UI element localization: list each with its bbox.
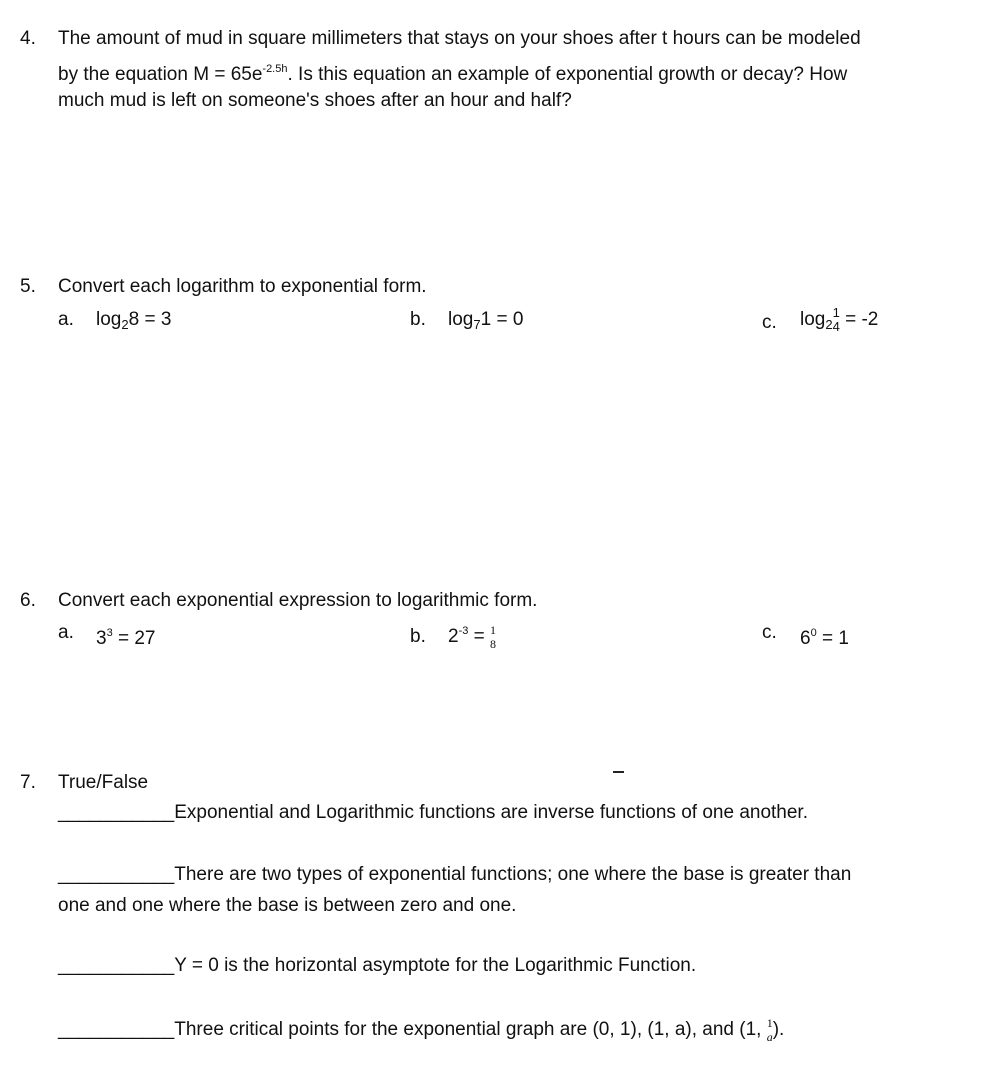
q6a-expression [96, 622, 156, 650]
q7-statement-2-cont: one and one where the base is between zero and one. [58, 895, 517, 916]
q4-number: 4. [20, 28, 36, 49]
q4-line-1: The amount of mud in square millimeters that stays on your shoes after t hours can be modeled [58, 28, 861, 49]
exp-rest: = 27 [112, 628, 156, 649]
q5b-expression [448, 309, 523, 336]
q4-exponent: -2.5h [262, 63, 288, 75]
statement-text-end: ). [772, 1019, 785, 1041]
exp-power: 0 [810, 627, 817, 639]
exp-equals: = [468, 626, 491, 647]
q4-question: . Is this equation an example of exponential growth or decay? How [287, 64, 848, 85]
log-rest: = -2 [839, 309, 879, 331]
q5c-label: c. [762, 312, 777, 333]
q4-line-2 [58, 58, 847, 86]
q5b-label: b. [410, 309, 426, 330]
log-text: log [800, 309, 826, 331]
q7-statement-1 [58, 802, 808, 824]
q5a-label: a. [58, 309, 74, 330]
fraction-denominator: a [766, 1030, 773, 1044]
log-rest: 8 = 3 [128, 309, 172, 330]
q6b-expression [448, 620, 496, 651]
fraction-numerator: 1 [490, 622, 497, 637]
statement-text: Exponential and Logarithmic functions are inverse functions of one another. [174, 802, 808, 823]
log-base: 2 [825, 317, 833, 333]
q7-statement-4 [58, 1016, 784, 1044]
exp-rest: = 1 [816, 628, 849, 649]
exp-power: -3 [458, 625, 469, 637]
q7-statement-3 [58, 955, 696, 977]
log-base: 7 [473, 317, 481, 332]
q5-prompt: Convert each logarithm to exponential form. [58, 276, 427, 297]
exp-base: 3 [96, 628, 107, 649]
log-base: 2 [121, 317, 129, 332]
log-rest: 1 = 0 [480, 309, 524, 330]
q6a-label: a. [58, 622, 74, 643]
stray-dash-mark [613, 771, 624, 773]
statement-text: Three critical points for the exponential graph are (0, 1), (1, a), and (1, [174, 1019, 767, 1041]
fraction-one-fourth [833, 306, 840, 334]
q6b-label: b. [410, 626, 426, 647]
statement-text: There are two types of exponential functions; one where the base is greater than [174, 864, 852, 885]
exp-base: 2 [448, 626, 459, 647]
answer-blank[interactable]: ___________ [58, 802, 175, 823]
q6c-expression [800, 622, 849, 650]
fraction-numerator: 1 [766, 1016, 773, 1030]
fraction-numerator: 1 [832, 305, 840, 320]
statement-text: Y = 0 is the horizontal asymptote for the Logarithmic Function. [174, 955, 697, 976]
q6c-label: c. [762, 622, 777, 643]
answer-blank[interactable]: ___________ [58, 955, 175, 976]
q7-statement-2 [58, 864, 851, 886]
answer-blank[interactable]: ___________ [58, 864, 175, 885]
q5-number: 5. [20, 276, 36, 297]
q4-equation: by the equation M = 65e [58, 64, 263, 85]
exp-base: 6 [800, 628, 811, 649]
log-text: log [96, 309, 122, 330]
q4-line-3: much mud is left on someone's shoes after an hour and half? [58, 90, 572, 111]
log-text: log [448, 309, 474, 330]
q5c-expression [800, 306, 878, 336]
fraction-one-eighth [490, 623, 496, 651]
q6-prompt: Convert each exponential expression to logarithmic form. [58, 590, 538, 611]
answer-blank[interactable]: ___________ [58, 1019, 175, 1041]
q5a-expression [96, 309, 171, 336]
exp-power: 3 [106, 627, 113, 639]
fraction-denominator: 8 [490, 636, 497, 651]
q6-number: 6. [20, 590, 36, 611]
q7-number: 7. [20, 772, 36, 793]
q7-title: True/False [58, 772, 149, 793]
fraction-denominator: 4 [832, 319, 840, 334]
